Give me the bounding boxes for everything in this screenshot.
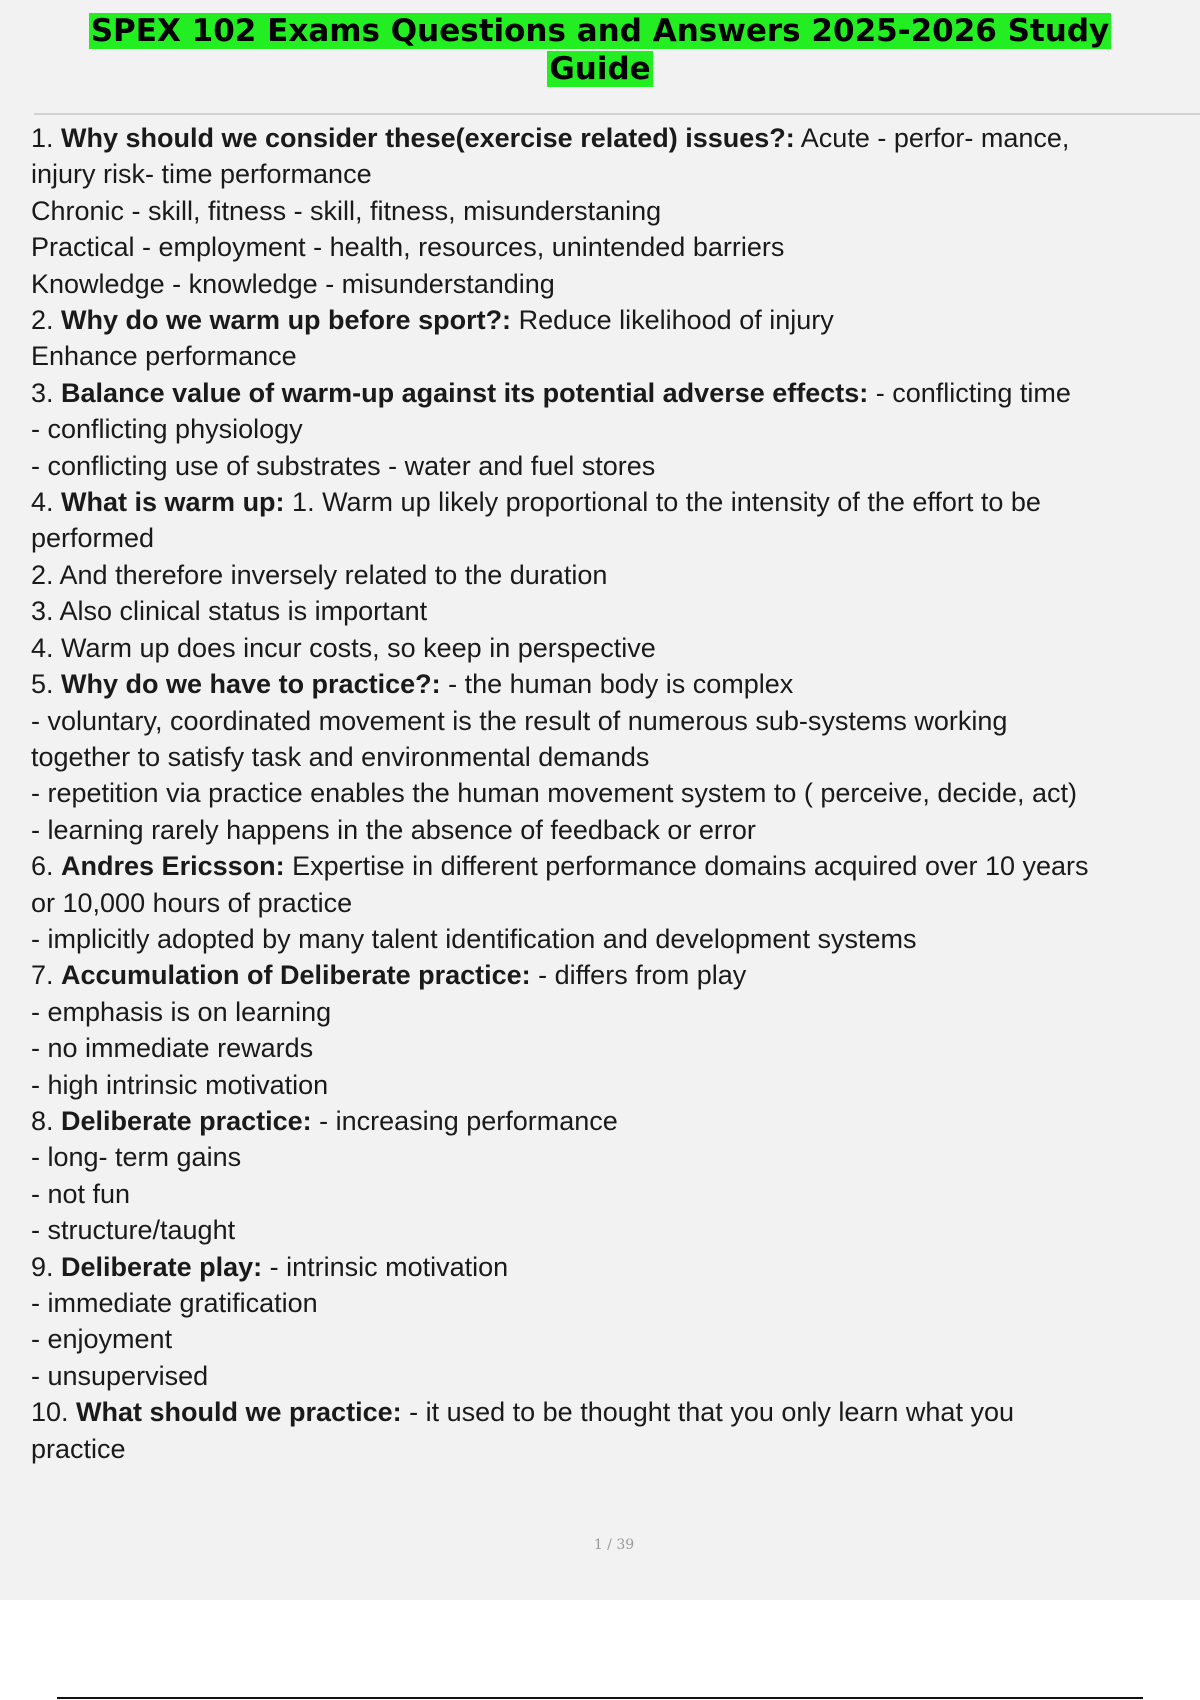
qa-answer-line: - long- term gains	[31, 1142, 242, 1173]
qa-answer-line: - enjoyment	[31, 1324, 173, 1355]
qa-question: Why should we consider these(exercise related) issues?:	[61, 123, 795, 153]
qa-answer-line: practice	[31, 1433, 126, 1464]
qa-question: What is warm up:	[61, 487, 285, 518]
qa-question: Deliberate practice:	[61, 1105, 312, 1136]
qa-item	[31, 484, 1197, 520]
qa-answer-line: Practical - employment - health, resources, unintended barriers	[31, 232, 785, 263]
qa-question: Why do we have to practice?:	[61, 669, 441, 700]
qa-answer: 1. Warm up likely proportional to the intensity of the effort to be	[284, 487, 1041, 518]
qa-item	[31, 666, 1197, 702]
qa-answer: - the human body is complex	[440, 669, 794, 700]
qa-answer-line: 2. And therefore inversely related to the duration	[31, 559, 608, 590]
qa-number: 9.	[31, 1251, 62, 1282]
qa-number: 5.	[31, 669, 62, 700]
qa-question: What should we practice:	[76, 1397, 402, 1428]
qa-answer: Reduce likelihood of injury	[511, 305, 834, 336]
qa-question: Balance value of warm-up against its potential adverse effects:	[61, 377, 869, 408]
qa-question: Why do we warm up before sport?:	[61, 305, 512, 336]
qa-answer: - it used to be thought that you only learn what you	[401, 1397, 1014, 1428]
qa-answer-line: - no immediate rewards	[31, 1033, 314, 1064]
qa-answer-line: performed	[31, 523, 155, 554]
qa-answer-line: - implicitly adopted by many talent identification and development systems	[31, 923, 917, 954]
qa-number: 3.	[31, 377, 62, 408]
qa-answer-line: - voluntary, coordinated movement is the result of numerous sub-systems working	[31, 705, 1008, 736]
qa-answer-line: - high intrinsic motivation	[31, 1069, 329, 1100]
qa-list	[31, 120, 1197, 1467]
title-divider	[34, 113, 1200, 115]
qa-answer-line: - emphasis is on learning	[31, 996, 332, 1027]
footer-rule	[57, 1697, 1143, 1699]
qa-answer-line: - structure/taught	[31, 1215, 236, 1246]
qa-answer: - increasing performance	[311, 1105, 618, 1136]
qa-answer: Expertise in different performance domains acquired over 10 years	[284, 851, 1089, 882]
qa-answer-line: Knowledge - knowledge - misunderstanding	[31, 268, 555, 299]
qa-number: 10.	[31, 1397, 77, 1428]
qa-answer-line: - learning rarely happens in the absence of feedback or error	[31, 814, 756, 845]
page-indicator: 1 / 39	[593, 1537, 635, 1553]
qa-item	[31, 848, 1197, 884]
qa-question: Deliberate play:	[61, 1251, 263, 1282]
qa-number: 4.	[31, 487, 62, 518]
qa-answer-line: Chronic - skill, fitness - skill, fitness, misunderstaning	[31, 195, 662, 226]
title-line-2: Guide	[549, 51, 651, 87]
qa-answer-line: 3. Also clinical status is important	[31, 596, 428, 627]
qa-answer-line: or 10,000 hours of practice	[31, 887, 353, 918]
qa-number: 8.	[31, 1105, 62, 1136]
qa-number: 6.	[31, 851, 62, 882]
qa-answer-line: Enhance performance	[31, 341, 297, 372]
qa-answer-line: 4. Warm up does incur costs, so keep in perspective	[31, 632, 656, 663]
qa-answer-line: - conflicting physiology	[31, 414, 303, 445]
qa-item	[31, 120, 1197, 156]
qa-answer: - differs from play	[530, 960, 747, 991]
qa-item	[31, 375, 1197, 411]
qa-number: 1.	[31, 123, 62, 153]
qa-item	[31, 1103, 1197, 1139]
qa-item	[31, 1249, 1197, 1285]
qa-answer-line: - immediate gratification	[31, 1288, 318, 1318]
qa-answer-line: together to satisfy task and environmental demands	[31, 741, 650, 772]
qa-question: Accumulation of Deliberate practice:	[61, 960, 531, 991]
qa-answer-line: - repetition via practice enables the human movement system to ( perceive, decide, act)	[31, 778, 1077, 809]
qa-answer-line: - unsupervised	[31, 1360, 209, 1391]
qa-answer: - conflicting time	[868, 377, 1071, 408]
qa-answer-line: - not fun	[31, 1178, 131, 1209]
qa-answer-line: - conflicting use of substrates - water and fuel stores	[31, 450, 656, 481]
qa-number: 2.	[31, 305, 62, 336]
qa-answer: Acute - perfor- mance,	[794, 123, 1070, 153]
qa-answer: - intrinsic motivation	[262, 1251, 509, 1282]
title-line-1: SPEX 102 Exams Questions and Answers 2025-2026 Study	[90, 13, 1110, 49]
qa-item	[31, 957, 1197, 993]
qa-item	[31, 1394, 1197, 1430]
qa-item	[31, 302, 1197, 338]
qa-number: 7.	[31, 960, 62, 991]
qa-question: Andres Ericsson:	[61, 851, 285, 882]
document-title	[0, 12, 1200, 88]
qa-answer-line: injury risk- time performance	[31, 159, 372, 190]
